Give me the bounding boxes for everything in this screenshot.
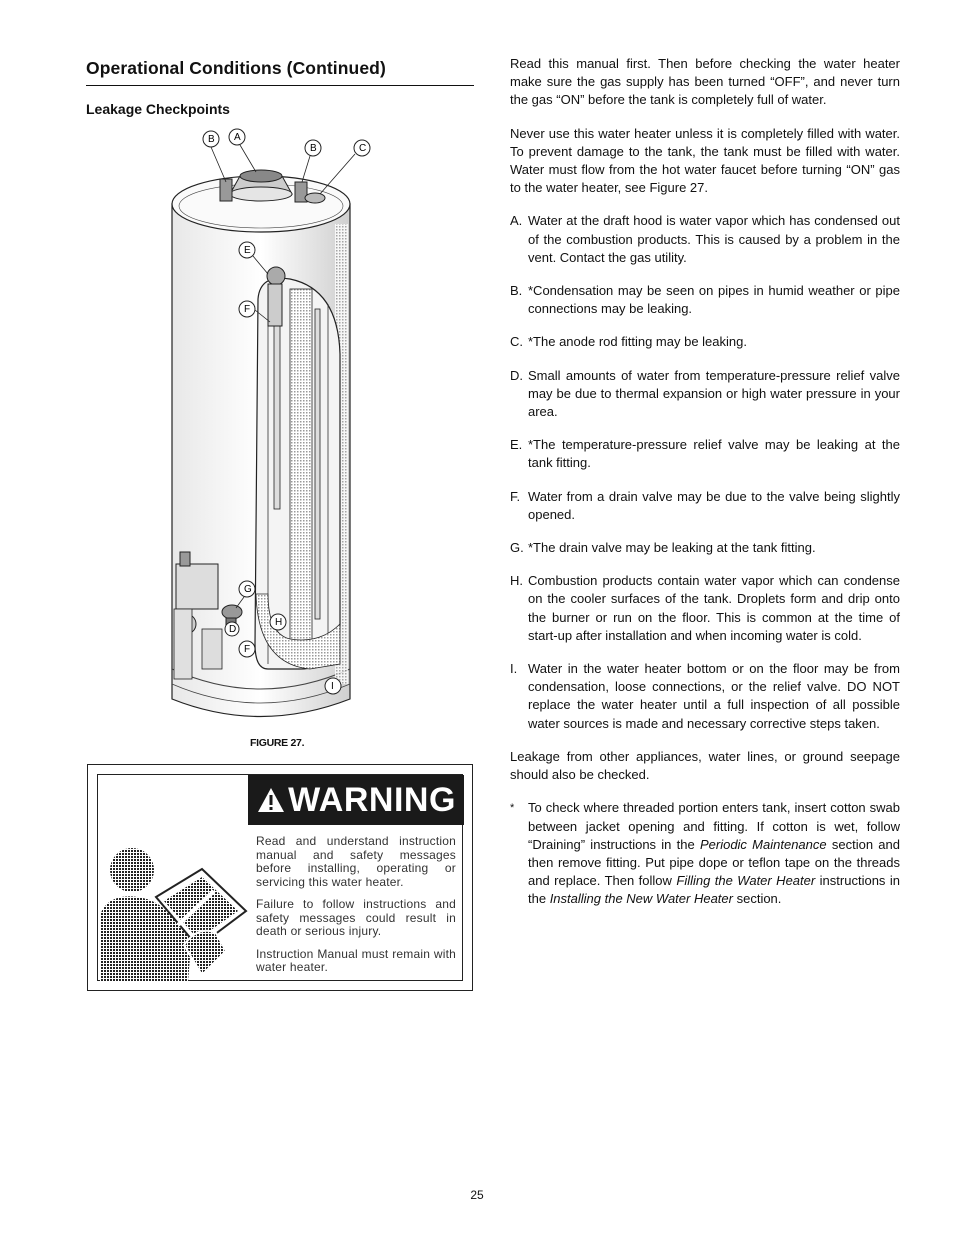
callout-h-label: H <box>275 617 283 628</box>
checkpoint-item-b <box>510 282 900 318</box>
item-label: A. <box>510 213 523 229</box>
item-text: Small amounts of water from temperature-pressure relief valve may be due to thermal expansion or high water pressure in your area. <box>528 367 900 420</box>
checkpoint-item-c <box>510 333 900 351</box>
checkpoint-item-e <box>510 436 900 472</box>
item-label: F. <box>510 488 521 504</box>
leakage-note: Leakage from other appliances, water lines, or ground seepage should also be checked. <box>510 748 900 783</box>
intro-paragraph: Read this manual first. Then before checking the water heater make sure the gas supply has been turned “OFF”, and never turn the gas “ON” before the tank is completely full of water. <box>510 56 900 108</box>
item-text: *Condensation may be seen on pipes in humid weather or pipe connections may be leaking. <box>528 283 900 317</box>
callout-c-label: C <box>359 143 367 154</box>
section-title: Operational Conditions (Continued) <box>86 58 474 86</box>
item-text: *The temperature-pressure relief valve may be leaking at the tank fitting. <box>528 437 900 471</box>
checkpoint-item-a <box>510 212 900 267</box>
footnote <box>510 799 900 908</box>
warning-paragraph: Failure to follow instructions and safety messages could result in death or serious injury. <box>256 897 456 938</box>
footnote-text-part: instructions in the <box>528 873 900 907</box>
callout-g-label: G <box>244 584 252 595</box>
item-text: Combustion products contain water vapor which can condense on the cooler surfaces of the tank. Droplets form and drip onto the burner or run on the floor. This is common at the time of start-up after installation and when incoming water is cold. <box>528 573 900 643</box>
warning-header <box>248 775 464 825</box>
item-label: G. <box>510 540 524 556</box>
ref-periodic-maintenance: Periodic Maintenance <box>699 836 827 852</box>
callout-d-label: D <box>229 624 237 635</box>
item-label: C. <box>510 334 523 350</box>
item-label: D. <box>510 367 523 383</box>
ref-installing-new-water-heater: Installing the New Water Heater <box>549 891 733 907</box>
callout-c <box>320 140 370 194</box>
callout-a-label: A <box>234 132 241 143</box>
item-label: I. <box>510 661 518 677</box>
warning-label-inner <box>97 774 463 981</box>
item-text: Water from a drain valve may be due to the valve being slightly opened. <box>528 488 900 522</box>
figure-caption: FIGURE 27. <box>250 737 305 749</box>
reading-manual-pictogram <box>98 775 248 982</box>
callout-b-label: B <box>310 143 317 154</box>
checkpoint-item-g <box>510 539 900 557</box>
footnote-text-part: To check where threaded portion enters tank, insert cotton swab between jacket opening and fitting. If cotton is wet, follow “Draining” instructions in the <box>528 800 900 852</box>
callout-d <box>225 622 239 636</box>
sub-title: Leakage Checkpoints <box>86 101 230 117</box>
callout-b-label: B <box>208 134 215 145</box>
footnote-text <box>528 799 900 908</box>
checkpoint-item-h <box>510 572 900 645</box>
footnote-text-part: section and then remove fitting. Put pipe dope or teflon tape on the threads and replace. Then follow <box>528 836 900 889</box>
checkpoint-item-d <box>510 367 900 422</box>
callout-f-lower <box>239 641 255 657</box>
warning-text <box>256 835 456 984</box>
warning-heading: WARNING <box>288 780 456 819</box>
checkpoint-item-i <box>510 660 900 733</box>
checkpoint-item-f <box>510 488 900 524</box>
warning-triangle-icon <box>256 786 286 814</box>
water-heater-figure <box>150 124 400 734</box>
callout-f-label: F <box>244 644 251 655</box>
reading-person-icon <box>98 775 248 982</box>
callout-h <box>270 614 286 630</box>
instructions-column <box>510 55 900 924</box>
warning-paragraph: Instruction Manual must remain with water heater. <box>256 946 456 974</box>
item-text: *The drain valve may be leaking at the tank fitting. <box>528 540 816 556</box>
item-label: H. <box>510 573 523 589</box>
callout-a <box>229 129 256 172</box>
item-text: *The anode rod fitting may be leaking. <box>528 334 747 350</box>
callout-e-label: E <box>244 245 251 256</box>
callout-f-label: F <box>244 304 251 315</box>
item-label: E. <box>510 437 523 453</box>
footnote-text-part: section. <box>732 891 782 907</box>
callout-b-top-right <box>302 140 321 182</box>
intro-paragraph: Never use this water heater unless it is completely filled with water. To prevent damage to the tank, the tank must be filled with water. Water must flow from the hot water faucet before turning “ON” gas to the water heater, see Figure 27. <box>510 125 900 196</box>
item-text: Water in the water heater bottom or on the floor may be from condensation, loose connections, or the relief valve. DO NOT replace the water heater until a full inspection of all possible water sources is made and necessary corrective steps taken. <box>528 661 900 731</box>
footnote-marker: * <box>510 802 515 815</box>
callout-b-top-left <box>203 131 226 182</box>
ref-filling-water-heater: Filling the Water Heater <box>676 873 816 889</box>
item-label: B. <box>510 283 523 299</box>
warning-paragraph: Read and understand instruction manual and safety messages before installing, operating or servicing this water heater. <box>256 834 456 889</box>
item-text: Water at the draft hood is water vapor which has condensed out of the combustion products. This is caused by a problem in the vent. Contact the gas utility. <box>528 213 900 265</box>
water-heater-illustration <box>150 124 400 734</box>
callout-i <box>325 678 341 694</box>
warning-label <box>87 764 473 991</box>
callout-i-label: I <box>331 681 334 692</box>
page-number: 25 <box>470 1188 484 1202</box>
